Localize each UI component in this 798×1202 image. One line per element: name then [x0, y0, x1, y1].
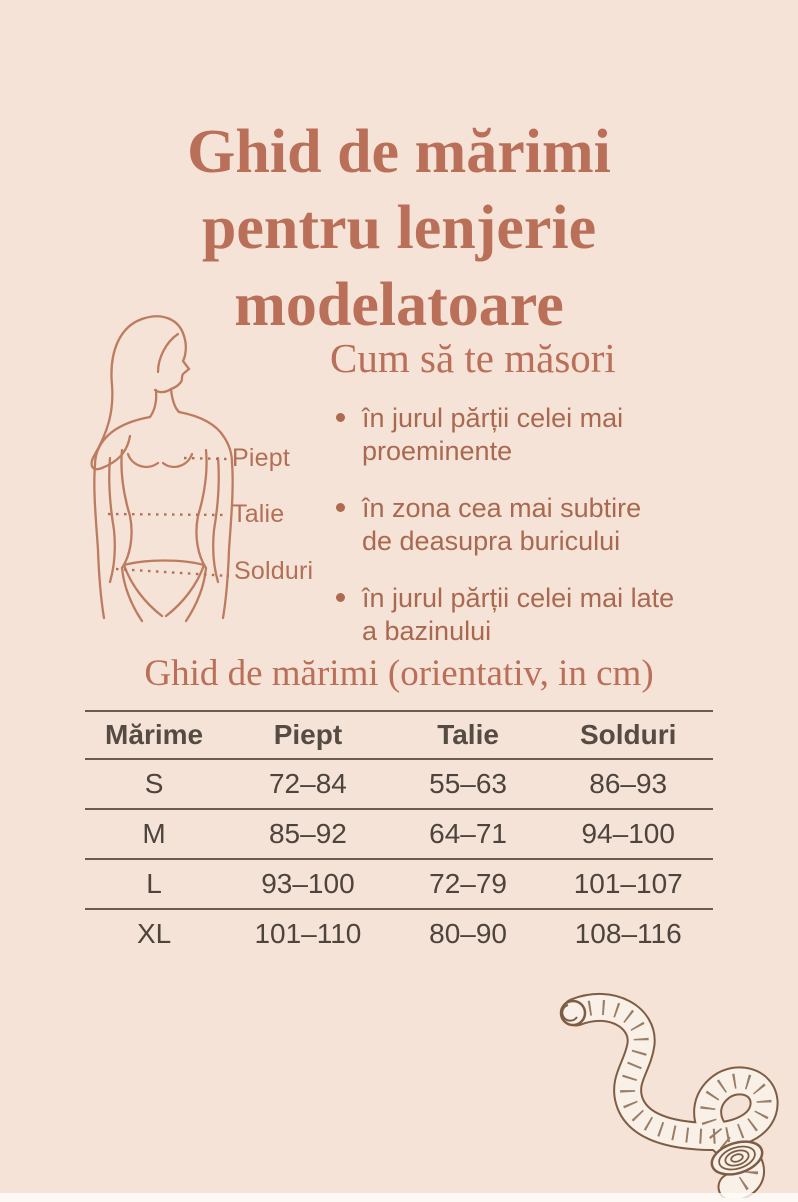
measure-bullet-text: în jurul părții celei mai late a bazinului [362, 582, 675, 646]
waist-dotted-line [108, 514, 227, 515]
size-cell: XL [136, 918, 172, 949]
hips-cell: 108–116 [574, 918, 682, 949]
size-cell: M [85, 809, 223, 859]
bottom-edge-strip [0, 1193, 798, 1202]
hips-dotted-line [116, 569, 229, 576]
waist-cell: 80–90 [429, 918, 507, 949]
hips-cell: 86–93 [543, 759, 713, 809]
measuring-tape-icon [540, 986, 798, 1198]
table-row [85, 809, 713, 859]
measure-instructions-list [330, 402, 675, 648]
column-header-hips: Solduri [543, 711, 713, 759]
hips-cell: 101–107 [543, 859, 713, 909]
how-to-measure-heading: Cum să te măsori [330, 335, 616, 381]
bullet-icon [336, 503, 345, 512]
table-row [85, 759, 713, 809]
how-to-measure-section [330, 334, 675, 672]
table-header-row [85, 711, 713, 759]
table-row [85, 859, 713, 909]
list-item [330, 402, 675, 468]
measure-bullet-text: în jurul părții celei mai proeminente [362, 403, 624, 466]
size-cell: S [85, 759, 223, 809]
waist-label: Talie [232, 500, 285, 528]
column-header-waist: Talie [393, 711, 544, 759]
size-table [85, 710, 713, 958]
size-cell: L [85, 859, 223, 909]
chest-cell: 72–84 [223, 759, 393, 809]
hips-label: Solduri [234, 557, 314, 585]
waist-cell: 55–63 [393, 759, 544, 809]
measuring-tape-illustration [540, 986, 798, 1198]
waist-cell: 72–79 [393, 859, 544, 909]
column-header-chest: Piept [223, 711, 393, 759]
chest-label: Piept [232, 444, 290, 472]
body-measurement-diagram [72, 310, 334, 624]
list-item [330, 492, 675, 558]
table-row [85, 909, 713, 958]
chest-cell: 101–110 [254, 918, 362, 949]
page-title: Ghid de mărimi pentru lenjerie modelatoare [187, 117, 611, 340]
hips-cell: 94–100 [543, 809, 713, 859]
list-item [330, 582, 675, 648]
chest-cell: 85–92 [223, 809, 393, 859]
size-table-heading: Ghid de mărimi (orientativ, in cm) [144, 653, 654, 694]
chest-cell: 93–100 [223, 859, 393, 909]
waist-cell: 64–71 [393, 809, 544, 859]
bullet-icon [336, 413, 345, 422]
column-header-size: Mărime [85, 711, 223, 759]
measure-bullet-text: în zona cea mai subtire de deasupra buricului [362, 492, 642, 556]
bullet-icon [336, 593, 345, 602]
